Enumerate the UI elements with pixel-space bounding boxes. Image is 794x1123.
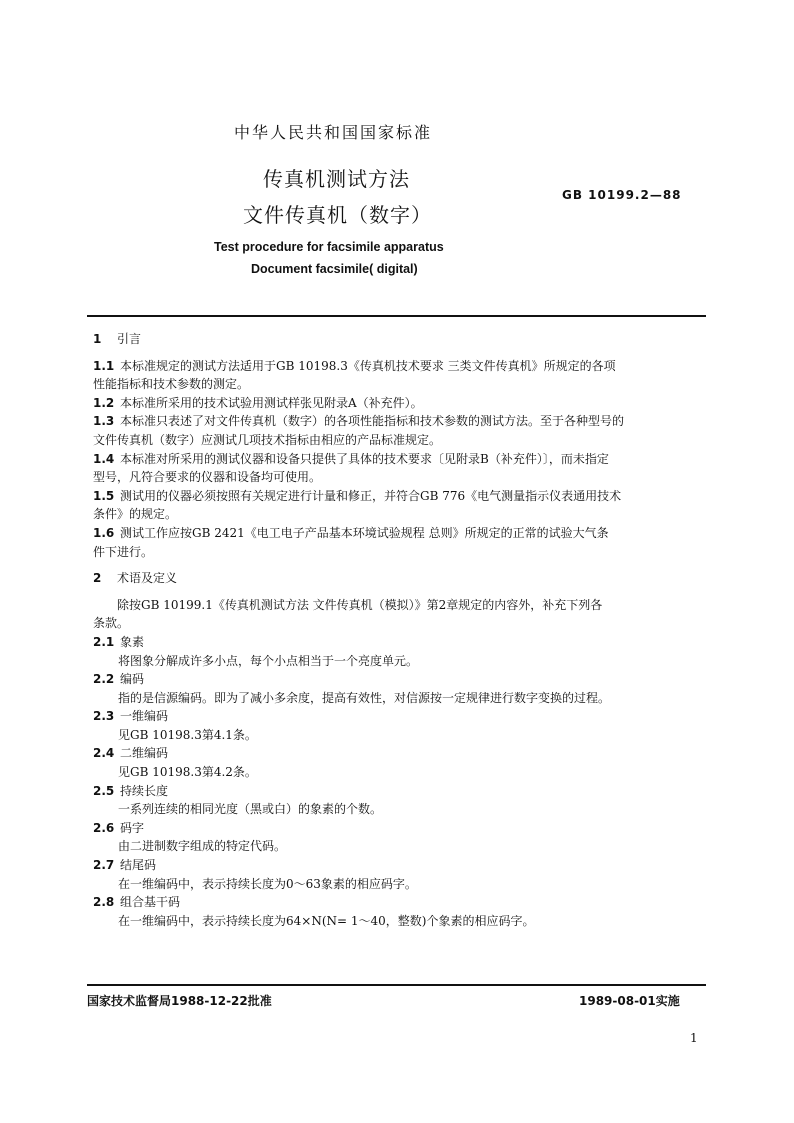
page-number: 1 xyxy=(690,1031,698,1045)
term-definition: 由二进制数字组成的特定代码。 xyxy=(118,839,287,854)
clause-line: 条件》的规定。 xyxy=(93,507,178,522)
clause-text: 本标准所采用的技术试验用测试样张见附录A（补充件）。 xyxy=(120,395,423,410)
term-heading xyxy=(93,744,705,763)
document-title-line-2: 文件传真机（数字） xyxy=(243,203,432,227)
approval-date: 国家技术监督局1988-12-22批准 xyxy=(87,994,272,1008)
term-definition: 将图象分解成许多小点，每个小点相当于一个亮度单元。 xyxy=(118,653,419,668)
term-heading xyxy=(93,670,705,689)
term-definition: 见GB 10198.3第4.1条。 xyxy=(118,727,257,742)
clause-line xyxy=(93,524,705,543)
term-heading xyxy=(93,707,705,726)
footer-divider xyxy=(87,984,706,986)
issuing-organization: 中华人民共和国国家标准 xyxy=(234,123,433,142)
clause-line: 性能指标和技术参数的测定。 xyxy=(93,377,250,392)
clause-line xyxy=(93,412,705,431)
section-2-heading xyxy=(93,569,705,588)
clause-number: 1.3 xyxy=(93,414,115,429)
section-number: 2 xyxy=(93,571,102,586)
term-number: 2.1 xyxy=(93,634,115,649)
clause-number: 1.6 xyxy=(93,525,115,540)
term-number: 2.5 xyxy=(93,783,115,798)
term-heading xyxy=(93,633,705,652)
term-definition: 见GB 10198.3第4.2条。 xyxy=(118,765,257,780)
clause-line xyxy=(93,357,705,376)
section-number: 1 xyxy=(93,332,102,346)
body-content xyxy=(93,330,705,930)
clause-text: 本标准对所采用的测试仪器和设备只提供了具体的技术要求〔见附录B（补充件）〕，而未指定 xyxy=(120,451,609,466)
clause-text: 本标准只表述了对文件传真机（数字）的各项性能指标和技术参数的测试方法。至于各种型号的 xyxy=(120,414,625,429)
term-number: 2.3 xyxy=(93,709,115,724)
term-name: 持续长度 xyxy=(120,783,169,798)
term-name: 编码 xyxy=(120,672,145,687)
term-definition: 在一维编码中，表示持续长度为0～63象素的相应码字。 xyxy=(118,876,417,891)
document-title-line-1: 传真机测试方法 xyxy=(263,167,410,191)
clause-line xyxy=(93,450,705,469)
section-title: 引言 xyxy=(117,332,142,346)
term-heading xyxy=(93,856,705,875)
header-divider xyxy=(87,315,706,317)
clause-text: 测试工作应按GB 2421《电工电子产品基本环境试验规程 总则》所规定的正常的试验大气条 xyxy=(120,525,609,540)
section-title: 术语及定义 xyxy=(117,571,178,586)
clause-number: 1.5 xyxy=(93,488,115,503)
term-number: 2.6 xyxy=(93,820,115,835)
term-heading xyxy=(93,819,705,838)
clause-text: 本标准规定的测试方法适用于GB 10198.3《传真机技术要求 三类文件传真机》所规定的各项 xyxy=(120,358,616,373)
clause-number: 1.4 xyxy=(93,451,115,466)
term-definition: 一系列连续的相同光度（黑或白）的象素的个数。 xyxy=(118,802,383,817)
term-name: 二维编码 xyxy=(120,746,169,761)
section-1-heading xyxy=(93,330,705,349)
term-name: 象素 xyxy=(120,634,145,649)
term-number: 2.8 xyxy=(93,895,115,910)
clause-line xyxy=(93,394,705,413)
section-2-intro: 除按GB 10199.1《传真机测试方法 文件传真机（模拟）》第2章规定的内容外，补充下列各 xyxy=(117,597,603,612)
term-name: 一维编码 xyxy=(120,709,169,724)
term-name: 码字 xyxy=(120,820,145,835)
term-heading xyxy=(93,782,705,801)
english-title-line-2: Document facsimile( digital) xyxy=(251,262,418,276)
effective-date: 1989-08-01实施 xyxy=(579,994,680,1008)
section-2-intro: 条款。 xyxy=(93,616,130,631)
clause-line: 型号，凡符合要求的仪器和设备均可使用。 xyxy=(93,470,322,485)
term-name: 组合基干码 xyxy=(120,895,181,910)
term-number: 2.2 xyxy=(93,672,115,687)
english-title-line-1: Test procedure for facsimile apparatus xyxy=(214,240,444,254)
term-number: 2.7 xyxy=(93,858,115,873)
term-name: 结尾码 xyxy=(120,858,157,873)
clause-line xyxy=(93,487,705,506)
clause-line: 件下进行。 xyxy=(93,544,154,559)
clause-number: 1.1 xyxy=(93,358,115,373)
clause-line: 文件传真机（数字）应测试几项技术指标由相应的产品标准规定。 xyxy=(93,432,442,447)
term-number: 2.4 xyxy=(93,746,115,761)
clause-number: 1.2 xyxy=(93,395,115,410)
term-definition: 在一维编码中，表示持续长度为64×N(N= 1～40，整数)个象素的相应码字。 xyxy=(118,913,535,928)
clause-text: 测试用的仪器必须按照有关规定进行计量和修正，并符合GB 776《电气测量指示仪表通用技术 xyxy=(120,488,622,503)
term-definition: 指的是信源编码。即为了减小多余度，提高有效性，对信源按一定规律进行数字变换的过程。 xyxy=(118,690,611,705)
term-heading xyxy=(93,893,705,912)
standard-code: GB 10199.2—88 xyxy=(562,188,682,202)
